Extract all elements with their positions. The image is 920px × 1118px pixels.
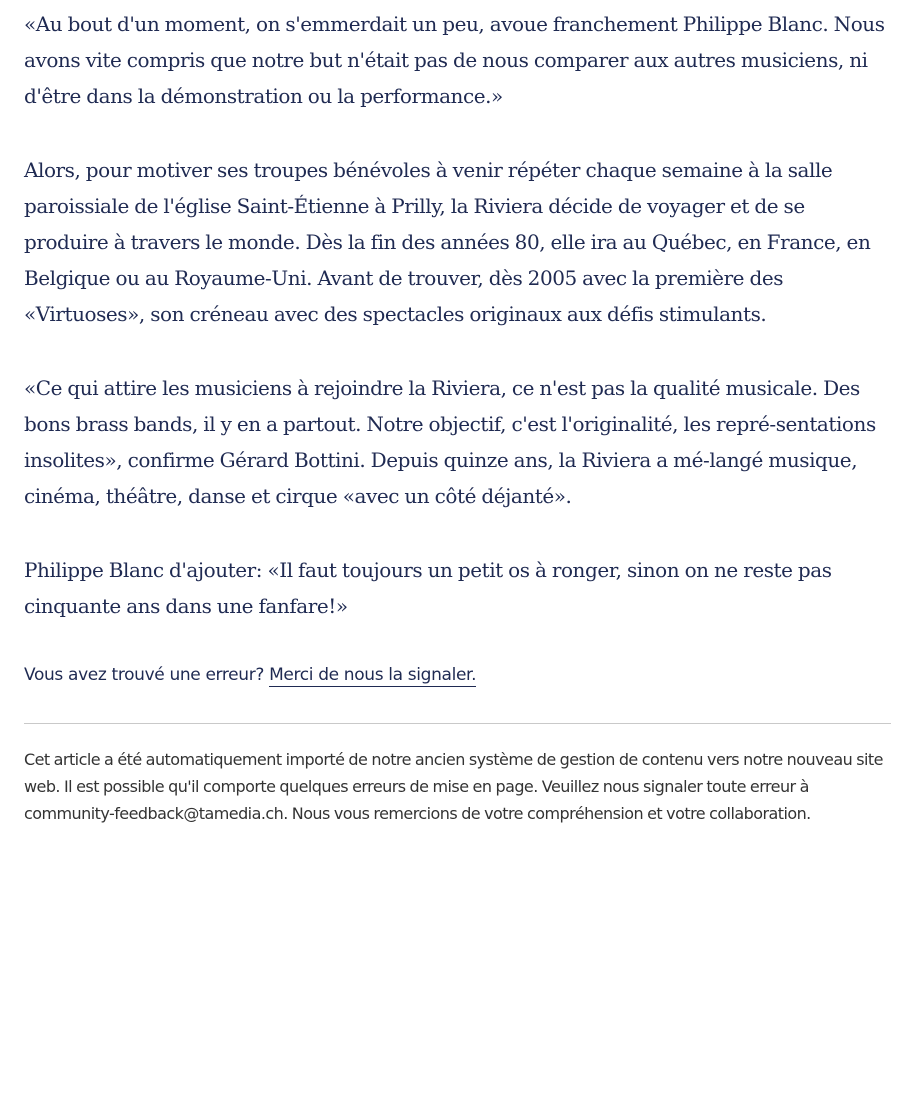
article-paragraph-2: Alors, pour motiver ses troupes bénévoles à venir répéter chaque semaine à la salle paroissiale de l'église Saint-Étienne à Prilly, la Riviera décide de voyager et de se produire à travers le monde. Dès la fin des années 80, elle ira au Québec, en France, en Belgique ou au Royaume-Uni. Avant de trouver, dès 2005 avec la première des «Virtuoses», son créneau avec des spectacles originaux aux défis stimulants.: [24, 158, 871, 326]
error-report: [24, 662, 476, 688]
error-report-question: Vous avez trouvé une erreur?: [24, 665, 265, 685]
article-paragraph-3: «Ce qui attire les musiciens à rejoindre la Riviera, ce n'est pas la qualité musicale. Des bons brass bands, il y en a partout. Notre objectif, c'est l'originalité, les repré-sentations insolites», confirme Gérard Bottini. Depuis quinze ans, la Riviera a mé-langé musique, cinéma, théâtre, danse et cirque «avec un côté déjanté».: [24, 376, 876, 508]
article-body: [24, 6, 894, 624]
article-paragraph-1: «Au bout d'un moment, on s'emmerdait un peu, avoue franchement Philippe Blanc. Nous avons vite compris que notre but n'était pas de nous comparer aux autres musiciens, ni d'être dans la démonstration ou la performance.»: [24, 12, 885, 108]
import-disclaimer: Cet article a été automatiquement importé de notre ancien système de gestion de contenu vers notre nouveau site web. Il est possible qu'il comporte quelques erreurs de mise en page. Veuillez nous signaler toute erreur à community-feedback@tamedia.ch. Nous vous remercions de votre compréhension et votre collaboration.: [24, 750, 883, 823]
article-paragraph-4: Philippe Blanc d'ajouter: «Il faut toujours un petit os à ronger, sinon on ne reste pas cinquante ans dans une fanfare!»: [24, 558, 832, 618]
report-error-link[interactable]: Merci de nous la signaler.: [269, 665, 477, 685]
divider: [24, 723, 891, 724]
